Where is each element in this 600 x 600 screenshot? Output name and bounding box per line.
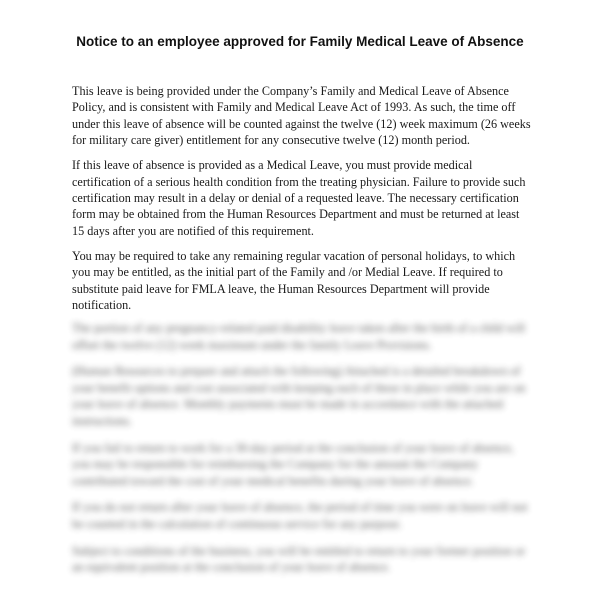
blurred-preview-section bbox=[72, 320, 534, 586]
blurred-paragraph-reimbursement: If you fail to return to work for a 30-day period at the conclusion of your leave of absence, you may be responsible for reimbursing the Company for the amount the Company contributed toward the cost of your medical benefits during your leave of absence. bbox=[72, 440, 514, 488]
paragraph-vacation-substitution: You may be required to take any remaining regular vacation of personal holidays, to which you may be entitled, as the initial part of the Family and /or Medial Leave. If required to substitute paid leave for FMLA leave, the Human Resources Department will provide notification. bbox=[72, 248, 516, 313]
paragraph-medical-certification: If this leave of absence is provided as a Medical Leave, you must provide medical certification of a serious health condition from the treating physician. Failure to provide such certification may result in a delay or denial of a requested leave. The necessary certification form may be obtained from the Human Resources Department and must be returned at least 15 days after you are notified of this requirement. bbox=[72, 158, 526, 238]
blurred-paragraph-benefits: (Human Resources to prepare and attach the following) Attached is a detailed breakdown of your benefit options and cost associated with keeping each of these in place while you are on your leave of absence. Monthly payments must be made in accordance with the attached instructions. bbox=[72, 364, 526, 428]
document-body bbox=[72, 83, 534, 322]
blurred-paragraph-return-position: Subject to conditions of the business, you will be entitled to return to your former position or an equivalent position at the conclusion of your leave of absence. bbox=[72, 543, 526, 575]
document-title: Notice to an employee approved for Family Medical Leave of Absence bbox=[76, 34, 524, 49]
blurred-paragraph-pregnancy: The portion of any pregnancy-related paid disability leave taken after the birth of a child will offset the twelve (12) week maximum under the family Leave Provisions. bbox=[72, 321, 526, 352]
paragraph-leave-policy: This leave is being provided under the Company’s Family and Medical Leave of Absence Policy, and is consistent with Family and Medical Leave Act of 1993. As such, the time off under this leave of absence will be counted against the twelve (12) week maximum (26 weeks for military care giver) entitlement for any consecutive twelve (12) month period. bbox=[72, 84, 531, 148]
blurred-paragraph-continuous-service: If you do not return after your leave of absence, the period of time you were on leave will not be counted in the calculation of continuous service for any purpose. bbox=[72, 500, 528, 531]
